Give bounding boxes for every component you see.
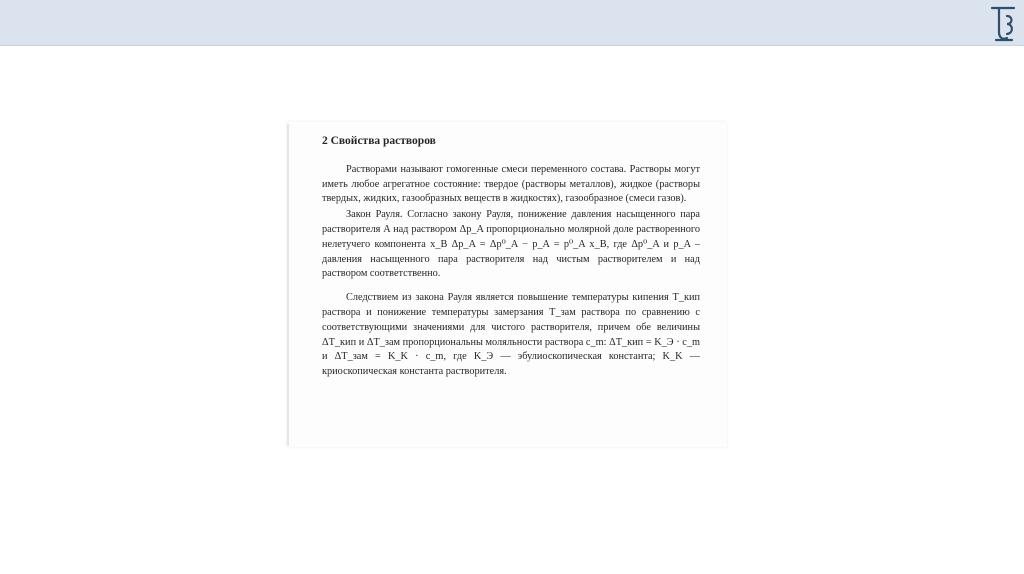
document-text (322, 134, 700, 380)
paragraph-consequence: Следствием из закона Рауля является повышение температуры кипения T_кип раствора и понижение температуры замерзания T_зам раствора по сравнению с соответствующими значениями для чистого растворителя, причем обе величины ΔT_кип и ΔT_зам пропорциональны моляльности раствора c_m: ΔT_кип = K_Э · c_m и ΔT_зам = K_K · c_m, где K_Э — эбулиоскопическая константа; K_K — криоскопическая константа растворителя. (322, 292, 700, 378)
header-bar (0, 0, 1024, 46)
paragraph-definition: Растворами называют гомогенные смеси переменного состава. Растворы могут иметь любое агрегатное состояние: твердое (растворы металлов), жидкое (растворы твердых, жидких, газообразных веществ в жидкостях), газообразное (смеси газов). (322, 163, 700, 205)
paragraph-raoult-law: Закон Рауля. Согласно закону Рауля, понижение давления насыщенного пара растворителя A над раствором Δp_A пропорционально молярной доле растворенного нелетучего компонента x_B Δp_A = Δp⁰_A − p_A = p⁰_A x_B, где Δp⁰_A и p_A – давления насыщенного пара растворителя над чистым растворителем и над раствором соответственно. (322, 209, 700, 280)
section-heading: 2 Свойства растворов (322, 135, 436, 147)
university-monogram-icon (988, 2, 1018, 44)
scan-edge (287, 124, 289, 446)
